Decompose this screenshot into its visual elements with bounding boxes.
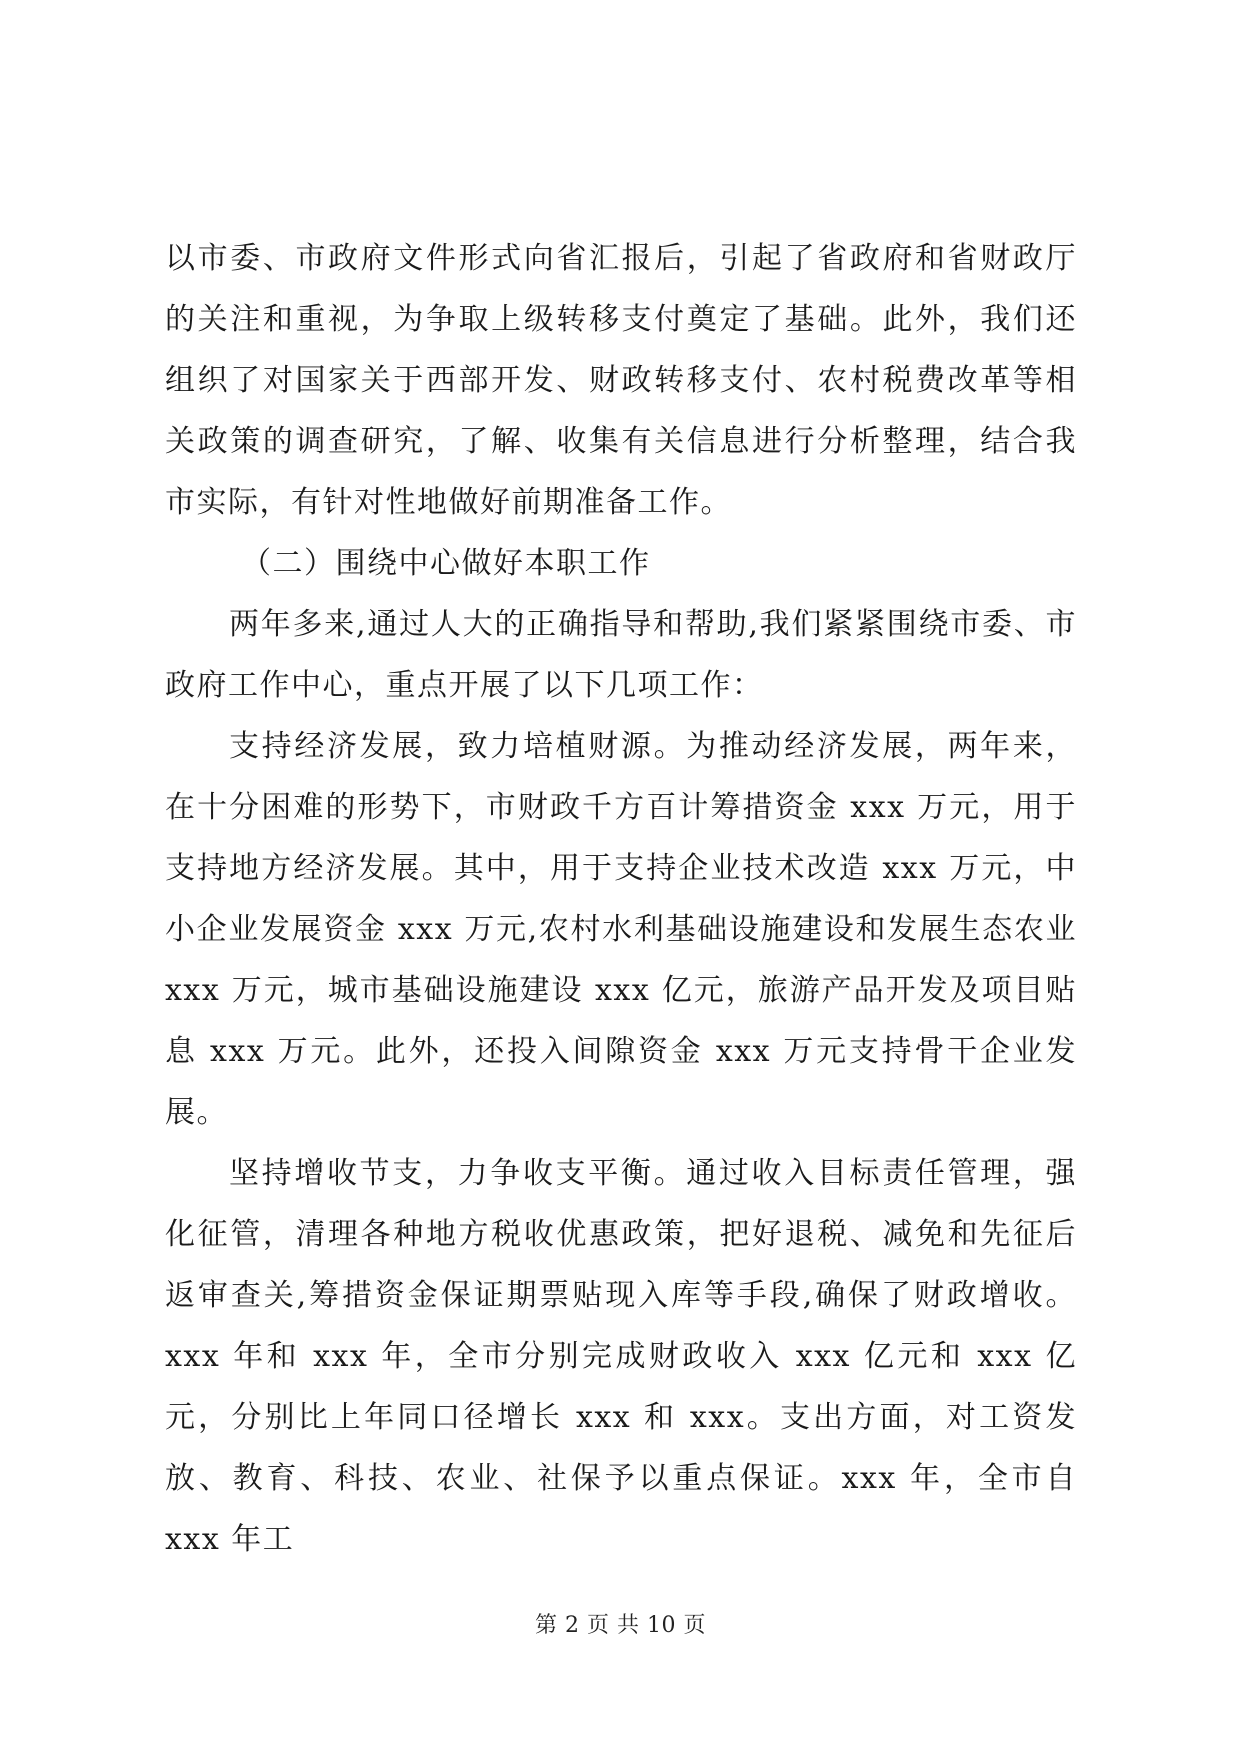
document-body: [165, 228, 1077, 1570]
paragraph-revenue-balance: 坚持增收节支，力争收支平衡。通过收入目标责任管理，强化征管，清理各种地方税收优惠政策，把好退税、减免和先征后返审查关,筹措资金保证期票贴现入库等手段,确保了财政增收。xxx 年和 xxx 年，全市分别完成财政收入 xxx 亿元和 xxx 亿元，分别比上年同口径增长 xxx 和 xxx。支出方面，对工资发放、教育、科技、农业、社保予以重点保证。xxx 年，全市自 xxx 年工: [165, 1156, 1077, 1557]
page-number-footer: 第 2 页 共 10 页: [535, 1613, 706, 1638]
paragraph-continuation: 以市委、市政府文件形式向省汇报后，引起了省政府和省财政厅的关注和重视，为争取上级转移支付奠定了基础。此外，我们还组织了对国家关于西部开发、财政转移支付、农村税费改革等相关政策的调查研究，了解、收集有关信息进行分析整理，结合我市实际，有针对性地做好前期准备工作。: [165, 241, 1077, 520]
paragraph-economic-support: 支持经济发展，致力培植财源。为推动经济发展，两年来，在十分困难的形势下，市财政千方百计筹措资金 xxx 万元，用于支持地方经济发展。其中，用于支持企业技术改造 xxx 万元，中小企业发展资金 xxx 万元,农村水利基础设施建设和发展生态农业 xxx 万元，城市基础设施建设 xxx 亿元，旅游产品开发及项目贴息 xxx 万元。此外，还投入间隙资金 xxx 万元支持骨干企业发展。: [165, 729, 1077, 1130]
paragraph-intro: 两年多来,通过人大的正确指导和帮助,我们紧紧围绕市委、市政府工作中心，重点开展了以下几项工作：: [165, 607, 1077, 703]
section-heading: （二）围绕中心做好本职工作: [241, 546, 651, 581]
